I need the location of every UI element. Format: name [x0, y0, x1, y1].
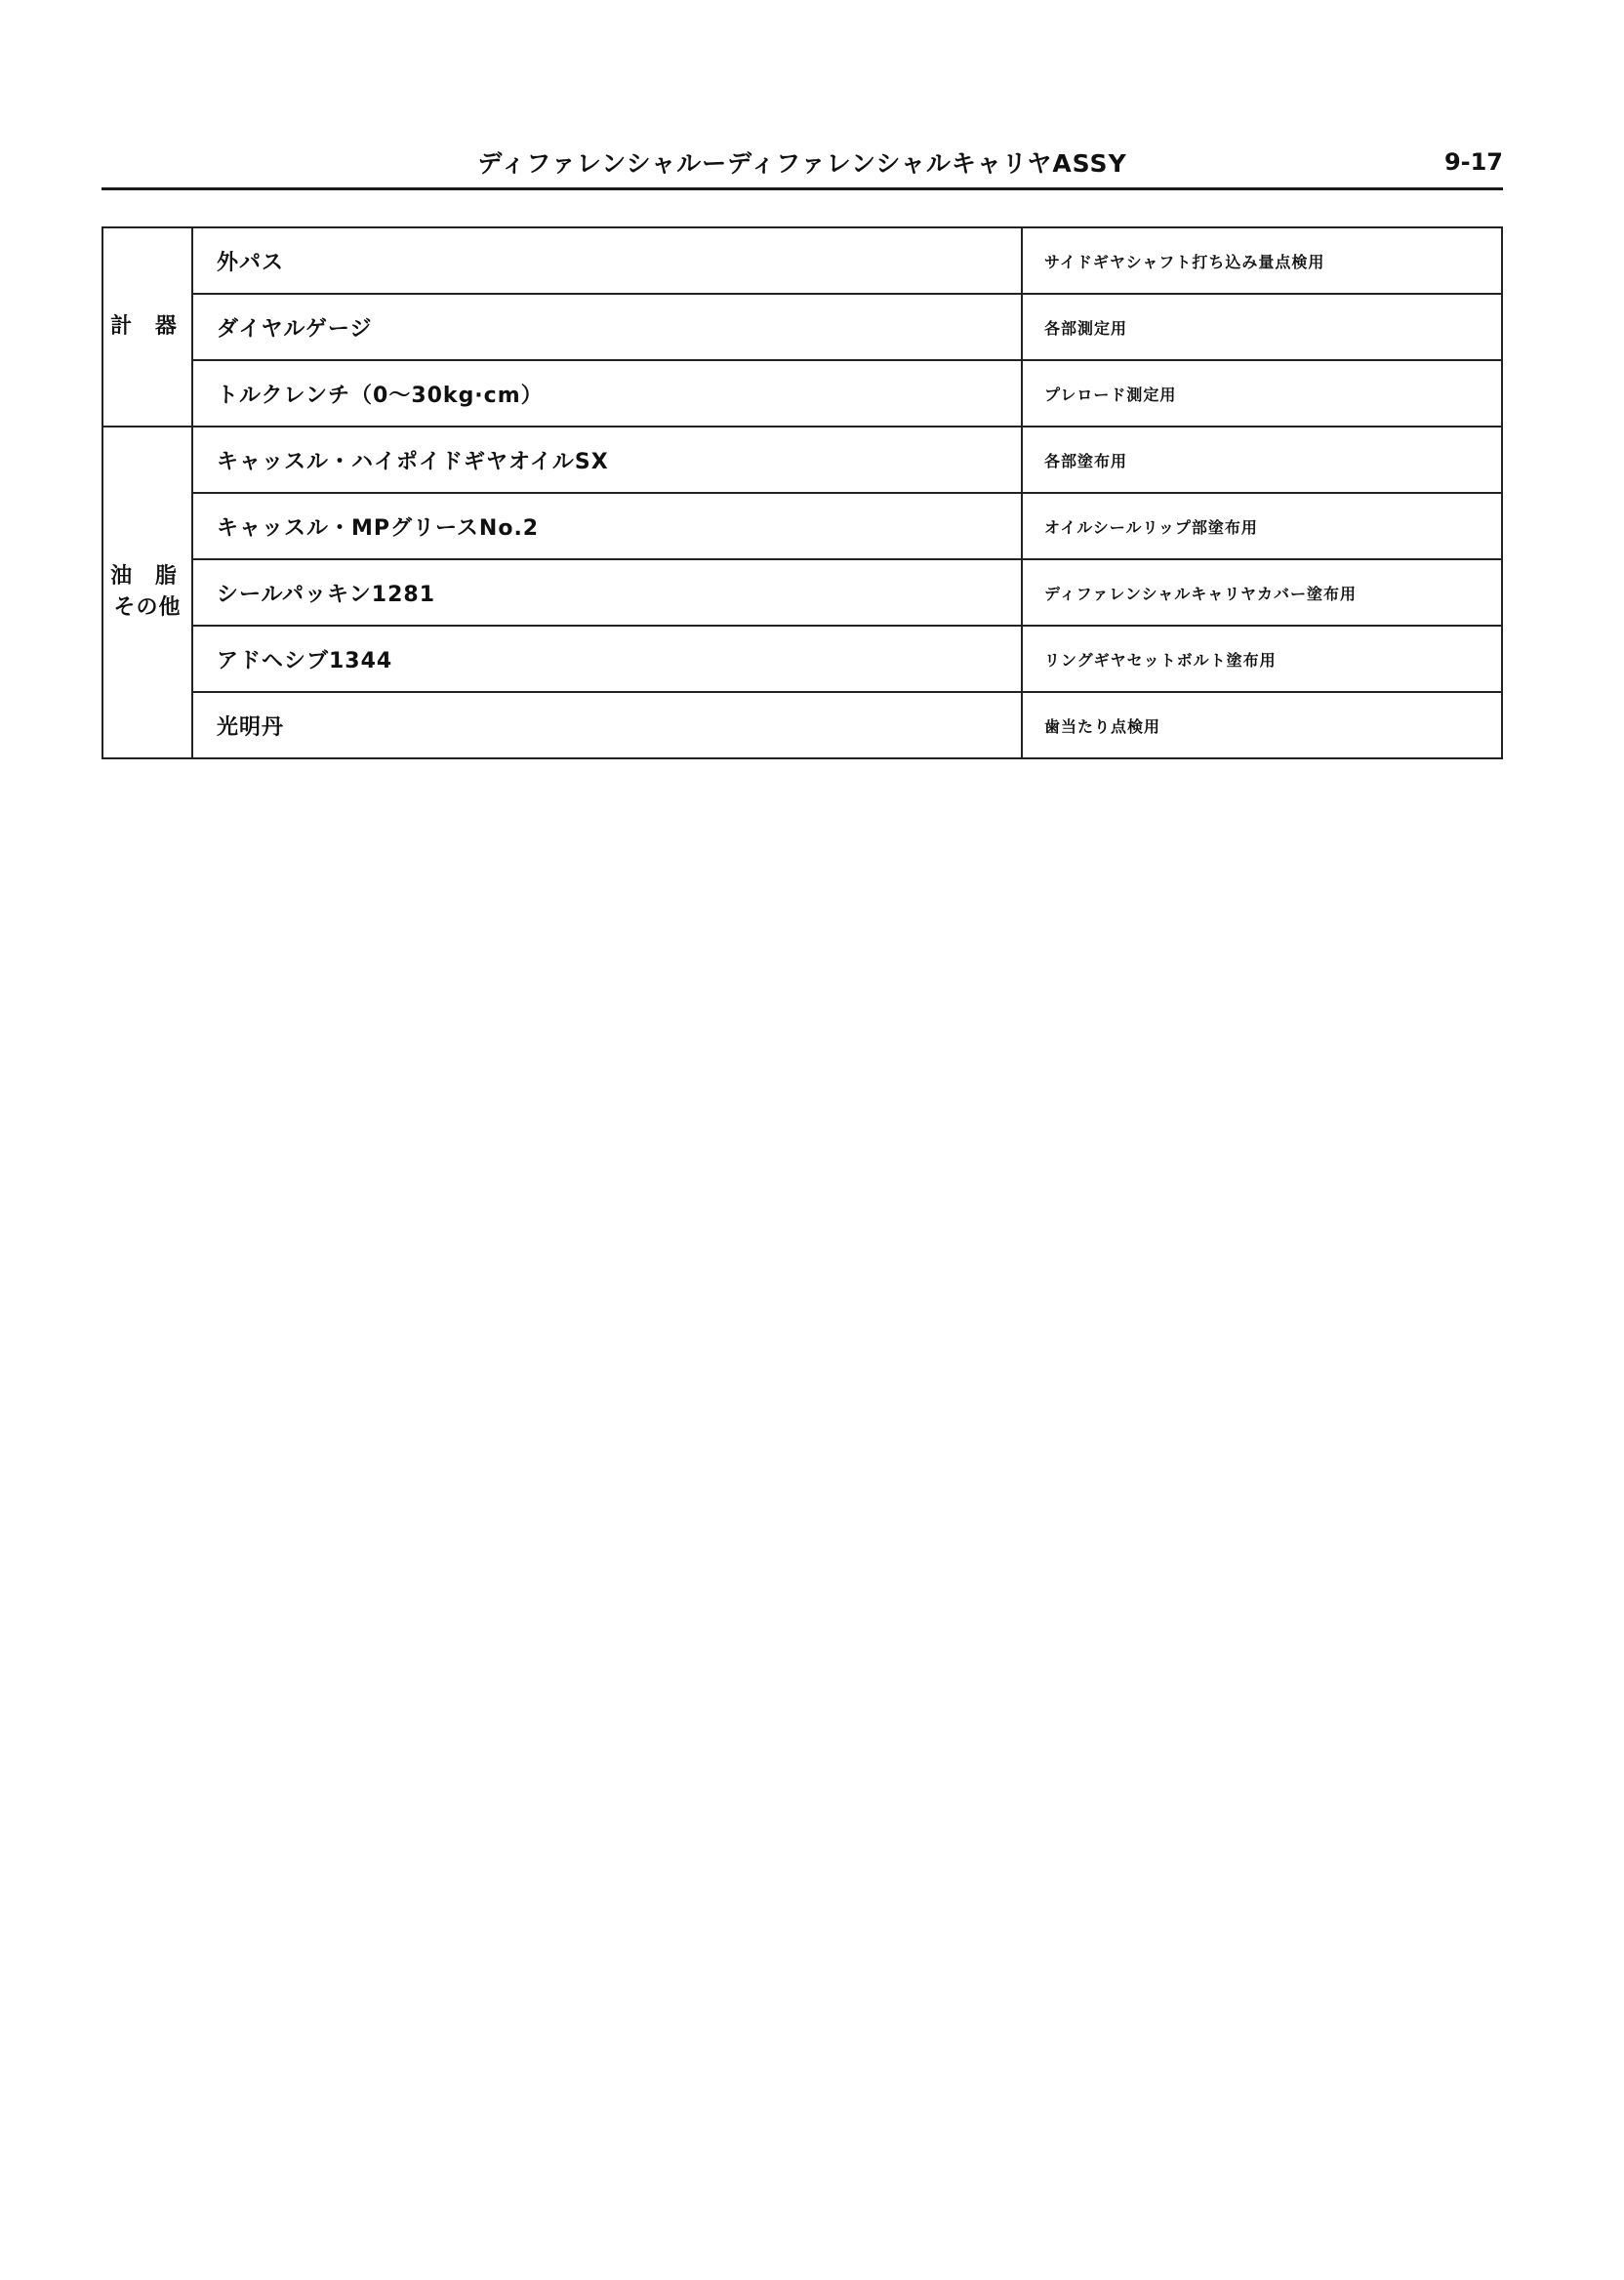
- page-header: [102, 144, 1503, 190]
- item-cell: ダイヤルゲージ: [192, 294, 1022, 360]
- purpose-cell: プレロード測定用: [1022, 360, 1502, 427]
- category-label: 計 器: [110, 314, 184, 339]
- table-row: [102, 559, 1502, 626]
- item-cell: 光明丹: [192, 692, 1022, 758]
- purpose-cell: オイルシールリップ部塗布用: [1022, 493, 1502, 559]
- item-cell: キャッスル・MPグリースNo.2: [192, 493, 1022, 559]
- table-row: [102, 626, 1502, 692]
- category-cell-lubricants-other: [102, 427, 192, 758]
- item-cell: トルクレンチ（0～30kg·cm）: [192, 360, 1022, 427]
- item-cell: 外パス: [192, 227, 1022, 294]
- table-row: [102, 360, 1502, 427]
- purpose-cell: 歯当たり点検用: [1022, 692, 1502, 758]
- tools-materials-table: [102, 226, 1503, 759]
- page-title: ディファレンシャルーディファレンシャルキャリヤASSY: [477, 149, 1127, 178]
- purpose-cell: ディファレンシャルキャリヤカバー塗布用: [1022, 559, 1502, 626]
- item-cell: アドヘシブ1344: [192, 626, 1022, 692]
- category-cell-instruments: [102, 227, 192, 427]
- category-label: 油 脂: [110, 564, 184, 589]
- purpose-cell: 各部塗布用: [1022, 427, 1502, 493]
- table-row: [102, 294, 1502, 360]
- item-cell: シールパッキン1281: [192, 559, 1022, 626]
- category-label: その他: [113, 595, 182, 620]
- table-row: [102, 692, 1502, 758]
- purpose-cell: 各部測定用: [1022, 294, 1502, 360]
- purpose-cell: サイドギヤシャフト打ち込み量点検用: [1022, 227, 1502, 294]
- table-row: [102, 493, 1502, 559]
- table-row: [102, 227, 1502, 294]
- item-cell: キャッスル・ハイポイドギヤオイルSX: [192, 427, 1022, 493]
- purpose-cell: リングギヤセットボルト塗布用: [1022, 626, 1502, 692]
- table-row: [102, 427, 1502, 493]
- page-number: 9-17: [1443, 148, 1503, 176]
